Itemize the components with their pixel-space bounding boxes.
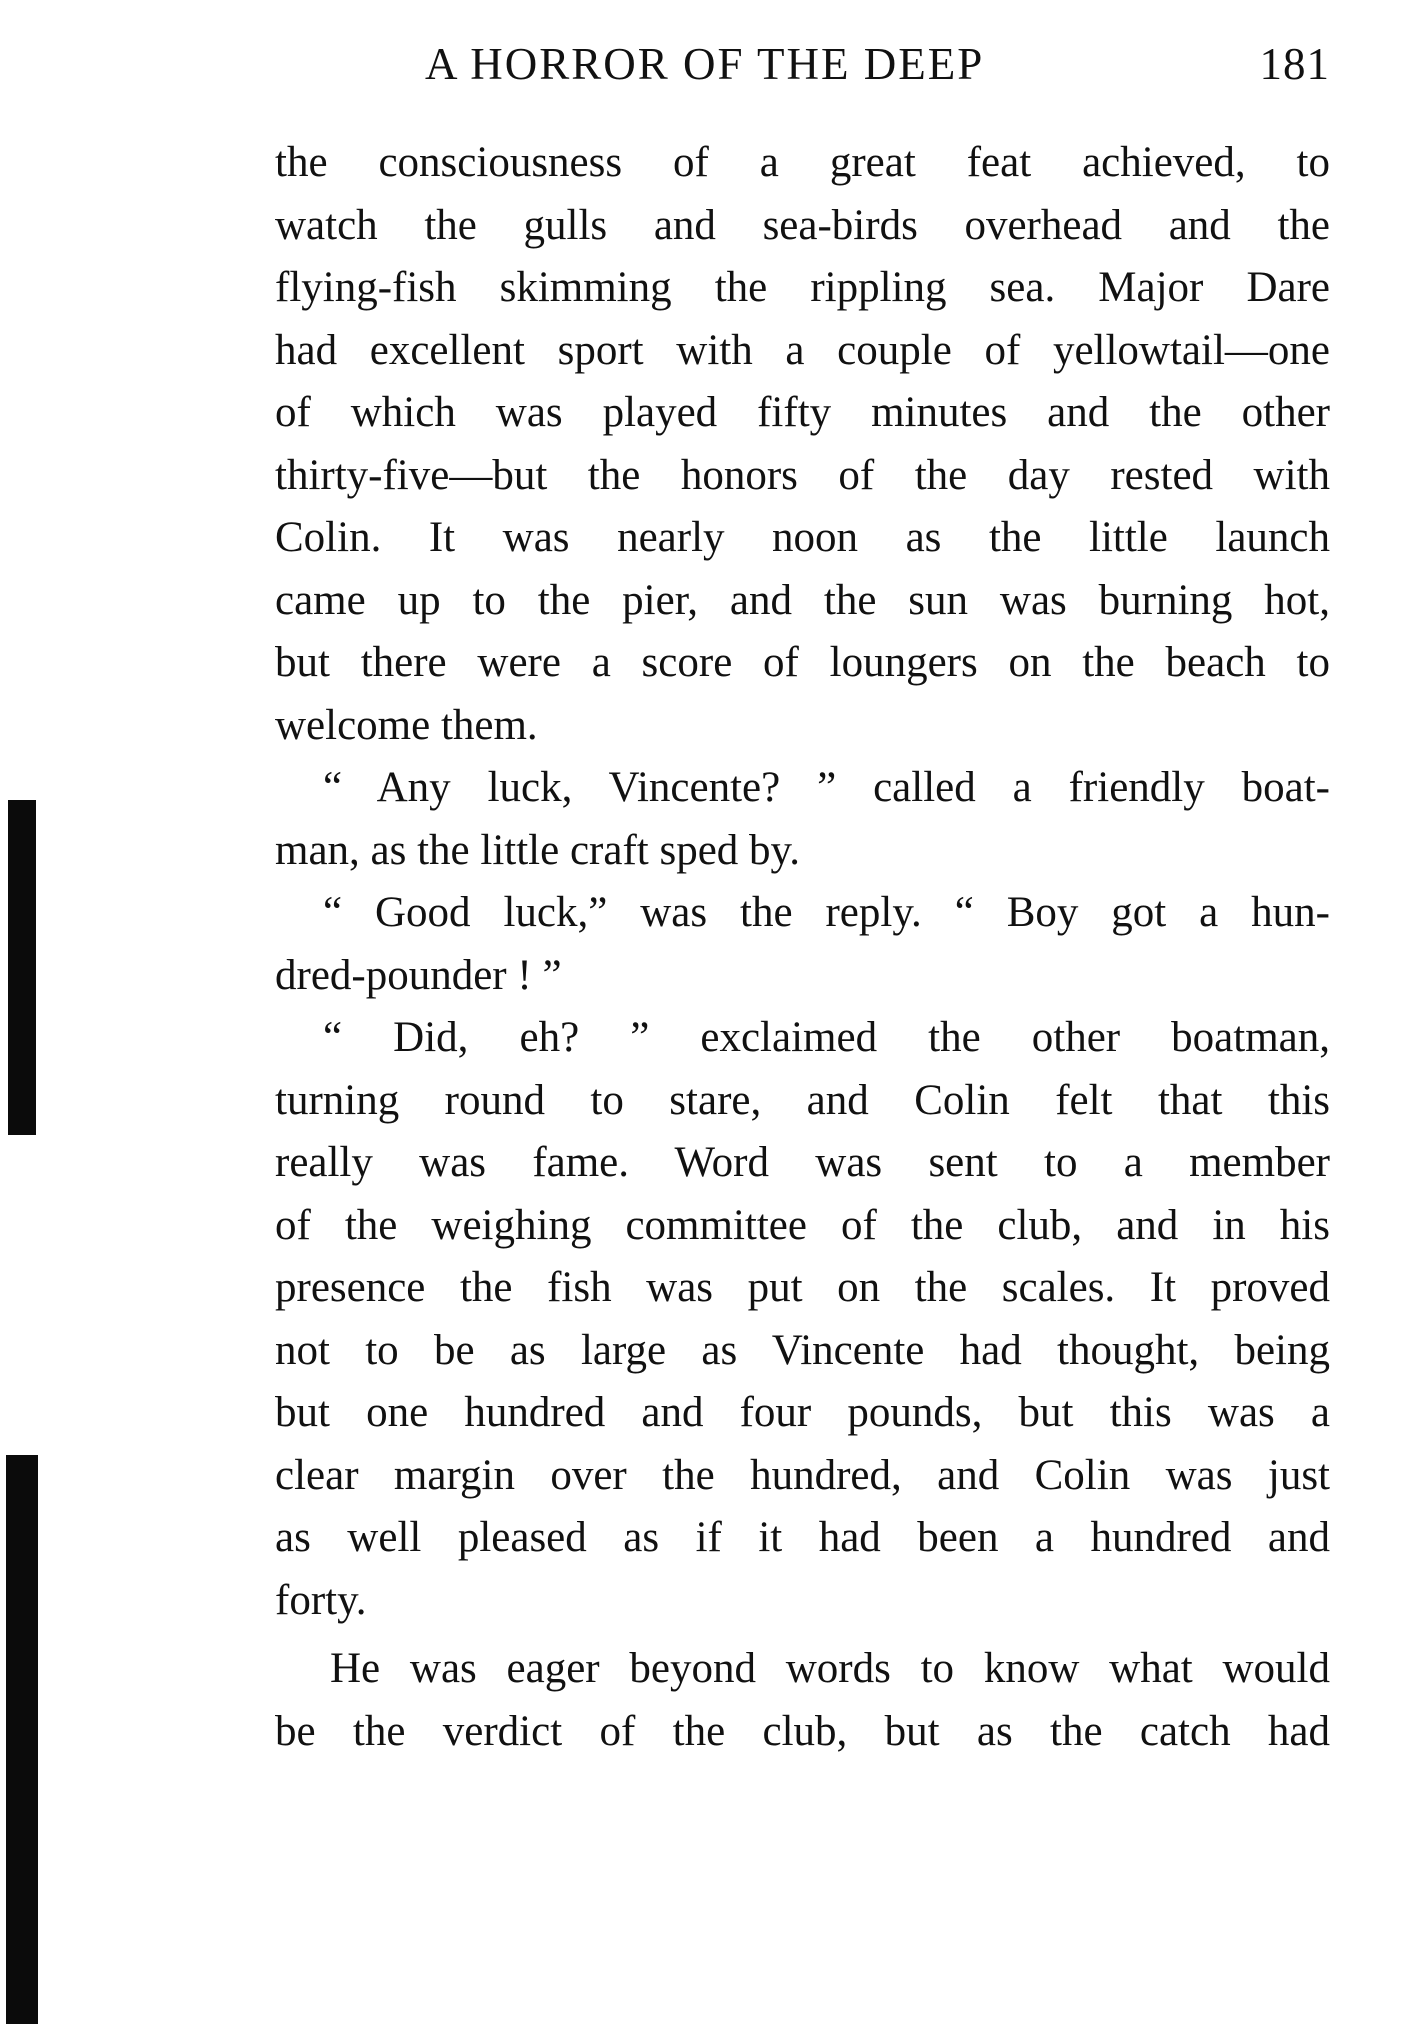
text-line: but there were a score of loungers on the beach to — [275, 639, 1330, 686]
text-line: watch the gulls and sea-birds overhead and the — [275, 201, 1330, 249]
text-line: came up to the pier, and the sun was burning hot, — [275, 576, 1330, 624]
text-line: He was eager beyond words to know what would — [330, 1645, 1330, 1692]
text-line: flying-fish skimming the rippling sea. Major Dare — [275, 264, 1330, 311]
text-line: Colin. It was nearly noon as the little launch — [275, 514, 1330, 561]
binding-shadow-upper — [8, 800, 36, 1135]
binding-shadow-lower — [6, 1455, 38, 2024]
text-line: turning round to stare, and Colin felt that this — [275, 1076, 1330, 1124]
text-line: presence the fish was put on the scales. It proved — [275, 1264, 1330, 1311]
text-line: dred-pounder ! ” — [275, 951, 562, 999]
text-line: “ Did, eh? ” exclaimed the other boatman, — [323, 1014, 1330, 1061]
text-line: “ Good luck,” was the reply. “ Boy got a hun- — [323, 889, 1330, 936]
body-text — [275, 132, 1330, 1763]
text-line: clear margin over the hundred, and Colin was just — [275, 1451, 1330, 1499]
text-line: really was fame. Word was sent to a member — [275, 1139, 1330, 1186]
text-line: had excellent sport with a couple of yellowtail—one — [275, 326, 1330, 374]
running-title: A HORROR OF THE DEEP — [425, 39, 985, 89]
text-line: but one hundred and four pounds, but this was a — [275, 1389, 1330, 1436]
text-line: as well pleased as if it had been a hundred and — [275, 1514, 1330, 1561]
text-line: of the weighing committee of the club, and in his — [275, 1201, 1330, 1249]
page-number: 181 — [1259, 39, 1330, 89]
text-line: of which was played fifty minutes and the other — [275, 389, 1330, 436]
running-header — [275, 38, 1330, 100]
text-line: “ Any luck, Vincente? ” called a friendly boat- — [323, 764, 1330, 811]
text-line: not to be as large as Vincente had thought, being — [275, 1326, 1330, 1374]
text-line: the consciousness of a great feat achieved, to — [275, 139, 1330, 186]
text-line: be the verdict of the club, but as the catch had — [275, 1707, 1330, 1755]
text-line: man, as the little craft sped by. — [275, 826, 800, 874]
text-line: forty. — [275, 1576, 367, 1624]
text-line: thirty-five—but the honors of the day rested with — [275, 451, 1330, 499]
text-line: welcome them. — [275, 701, 538, 749]
